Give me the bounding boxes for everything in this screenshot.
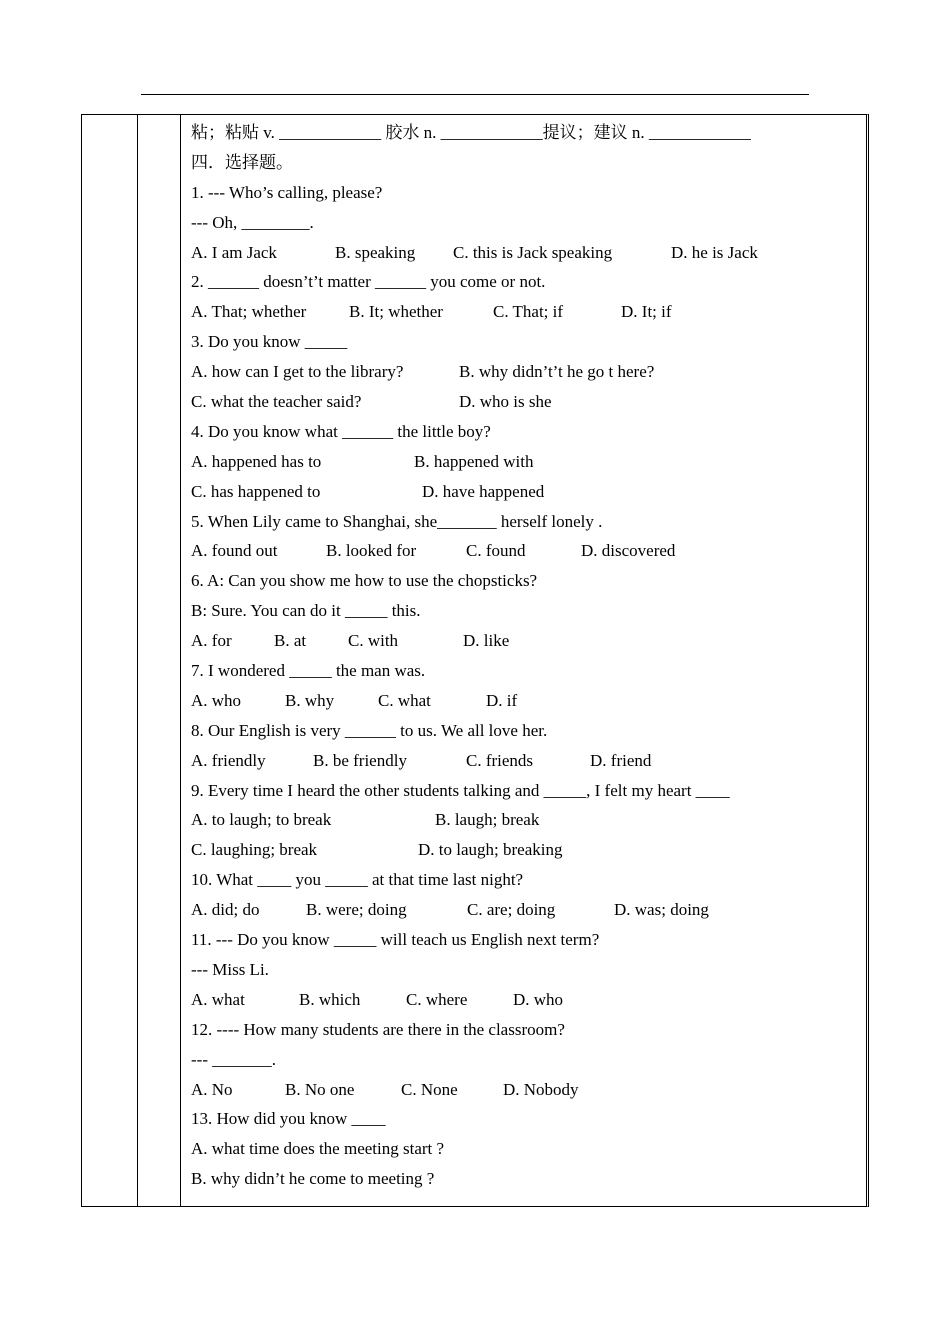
text-line <box>191 327 861 357</box>
header-rule <box>141 94 809 95</box>
text-segment: 5. When Lily came to Shanghai, she_______ herself lonely . <box>191 511 603 531</box>
answer-option: D. discovered <box>581 541 676 561</box>
text-segment: 四．选择题。 <box>191 152 293 172</box>
text-segment: 12. ---- How many students are there in the classroom? <box>191 1019 565 1039</box>
answer-option: B. why <box>285 690 335 710</box>
answer-option: C. That; if <box>493 302 564 322</box>
text-line <box>191 1075 861 1105</box>
answer-option: D. have happened <box>422 481 545 501</box>
answer-option: C. what <box>378 690 431 710</box>
answer-option: A. what <box>191 989 245 1009</box>
text-line <box>191 895 861 925</box>
answer-option: D. like <box>463 631 510 651</box>
answer-option: B. It; whether <box>349 302 443 322</box>
answer-option: D. Nobody <box>503 1079 579 1099</box>
text-segment: --- _______. <box>191 1049 276 1069</box>
answer-option: A. friendly <box>191 750 266 770</box>
answer-option: C. friends <box>466 750 534 770</box>
answer-option: C. with <box>348 631 399 651</box>
text-segment: 4. Do you know what ______ the little boy? <box>191 421 491 441</box>
answer-option: D. who is she <box>459 392 552 412</box>
text-segment: 10. What ____ you _____ at that time last night? <box>191 870 524 890</box>
text-segment: 7. I wondered _____ the man was. <box>191 661 426 681</box>
column-divider-1 <box>137 115 138 1206</box>
text-line <box>191 805 861 835</box>
text-segment: 6. A: Can you show me how to use the chopsticks? <box>191 571 538 591</box>
answer-option: B. laugh; break <box>435 810 540 830</box>
text-line <box>191 626 861 656</box>
text-line <box>191 835 861 865</box>
text-line <box>191 387 861 417</box>
answer-option: D. was; doing <box>614 900 709 920</box>
text-segment: B. why didn’t he come to meeting ? <box>191 1169 435 1189</box>
text-segment: 11. --- Do you know _____ will teach us English next term? <box>191 930 600 950</box>
exercise-content <box>191 118 861 1194</box>
text-segment: 9. Every time I heard the other students talking and _____, I felt my heart ____ <box>191 780 730 800</box>
text-line <box>191 267 861 297</box>
text-line <box>191 686 861 716</box>
text-line <box>191 1164 861 1194</box>
answer-option: A. I am Jack <box>191 242 277 262</box>
answer-option: C. found <box>466 541 526 561</box>
text-line <box>191 566 861 596</box>
answer-option: A. That; whether <box>191 302 307 322</box>
answer-option: A. No <box>191 1079 233 1099</box>
answer-option: A. who <box>191 690 242 710</box>
text-segment: B: Sure. You can do it _____ this. <box>191 601 421 621</box>
text-line <box>191 477 861 507</box>
answer-option: C. None <box>401 1079 458 1099</box>
answer-option: C. what the teacher said? <box>191 392 362 412</box>
text-line <box>191 656 861 686</box>
answer-option: D. he is Jack <box>671 242 758 262</box>
answer-option: C. where <box>406 989 468 1009</box>
text-line <box>191 776 861 806</box>
text-line <box>191 238 861 268</box>
text-segment: 1. --- Who’s calling, please? <box>191 182 383 202</box>
answer-option: C. has happened to <box>191 481 321 501</box>
text-line <box>191 1104 861 1134</box>
answer-option: B. No one <box>285 1079 355 1099</box>
answer-option: A. to laugh; to break <box>191 810 332 830</box>
text-line <box>191 955 861 985</box>
text-segment: A. what time does the meeting start ? <box>191 1139 445 1159</box>
answer-option: A. happened has to <box>191 451 322 471</box>
answer-option: D. friend <box>590 750 652 770</box>
answer-option: A. how can I get to the library? <box>191 362 404 382</box>
text-line <box>191 447 861 477</box>
text-line <box>191 596 861 626</box>
text-segment: 2. ______ doesn’t’t matter ______ you come or not. <box>191 272 546 292</box>
text-line <box>191 746 861 776</box>
text-line <box>191 208 861 238</box>
answer-option: D. who <box>513 989 564 1009</box>
text-segment: 3. Do you know _____ <box>191 332 348 352</box>
answer-option: B. why didn’t’t he go t here? <box>459 362 655 382</box>
answer-option: A. did; do <box>191 900 260 920</box>
text-segment: 8. Our English is very ______ to us. We all love her. <box>191 720 548 740</box>
answer-option: D. to laugh; breaking <box>418 840 563 860</box>
answer-option: D. if <box>486 690 518 710</box>
text-line <box>191 1015 861 1045</box>
answer-option: A. found out <box>191 541 278 561</box>
answer-option: B. be friendly <box>313 750 407 770</box>
text-line <box>191 178 861 208</box>
text-line <box>191 925 861 955</box>
text-line <box>191 417 861 447</box>
answer-option: C. are; doing <box>467 900 556 920</box>
text-segment: --- Oh, ________. <box>191 212 314 232</box>
text-line <box>191 536 861 566</box>
text-segment: 13. How did you know ____ <box>191 1109 386 1129</box>
text-line <box>191 1134 861 1164</box>
answer-option: B. happened with <box>414 451 534 471</box>
answer-option: A. for <box>191 631 232 651</box>
answer-option: B. speaking <box>335 242 416 262</box>
text-line <box>191 148 861 178</box>
text-segment: --- Miss Li. <box>191 959 269 979</box>
answer-option: C. laughing; break <box>191 840 318 860</box>
text-line <box>191 118 861 148</box>
text-line <box>191 297 861 327</box>
answer-option: B. looked for <box>326 541 417 561</box>
text-line <box>191 716 861 746</box>
column-divider-2 <box>180 115 181 1206</box>
answer-option: B. were; doing <box>306 900 407 920</box>
text-line <box>191 985 861 1015</box>
text-segment: 粘；粘贴 v. ____________ 胶水 n. ____________提议；建议 n. ____________ <box>191 123 751 142</box>
text-line <box>191 507 861 537</box>
text-line <box>191 1045 861 1075</box>
answer-option: C. this is Jack speaking <box>453 242 613 262</box>
answer-option: B. which <box>299 989 361 1009</box>
text-line <box>191 865 861 895</box>
text-line <box>191 357 861 387</box>
answer-option: D. It; if <box>621 302 672 322</box>
answer-option: B. at <box>274 631 307 651</box>
